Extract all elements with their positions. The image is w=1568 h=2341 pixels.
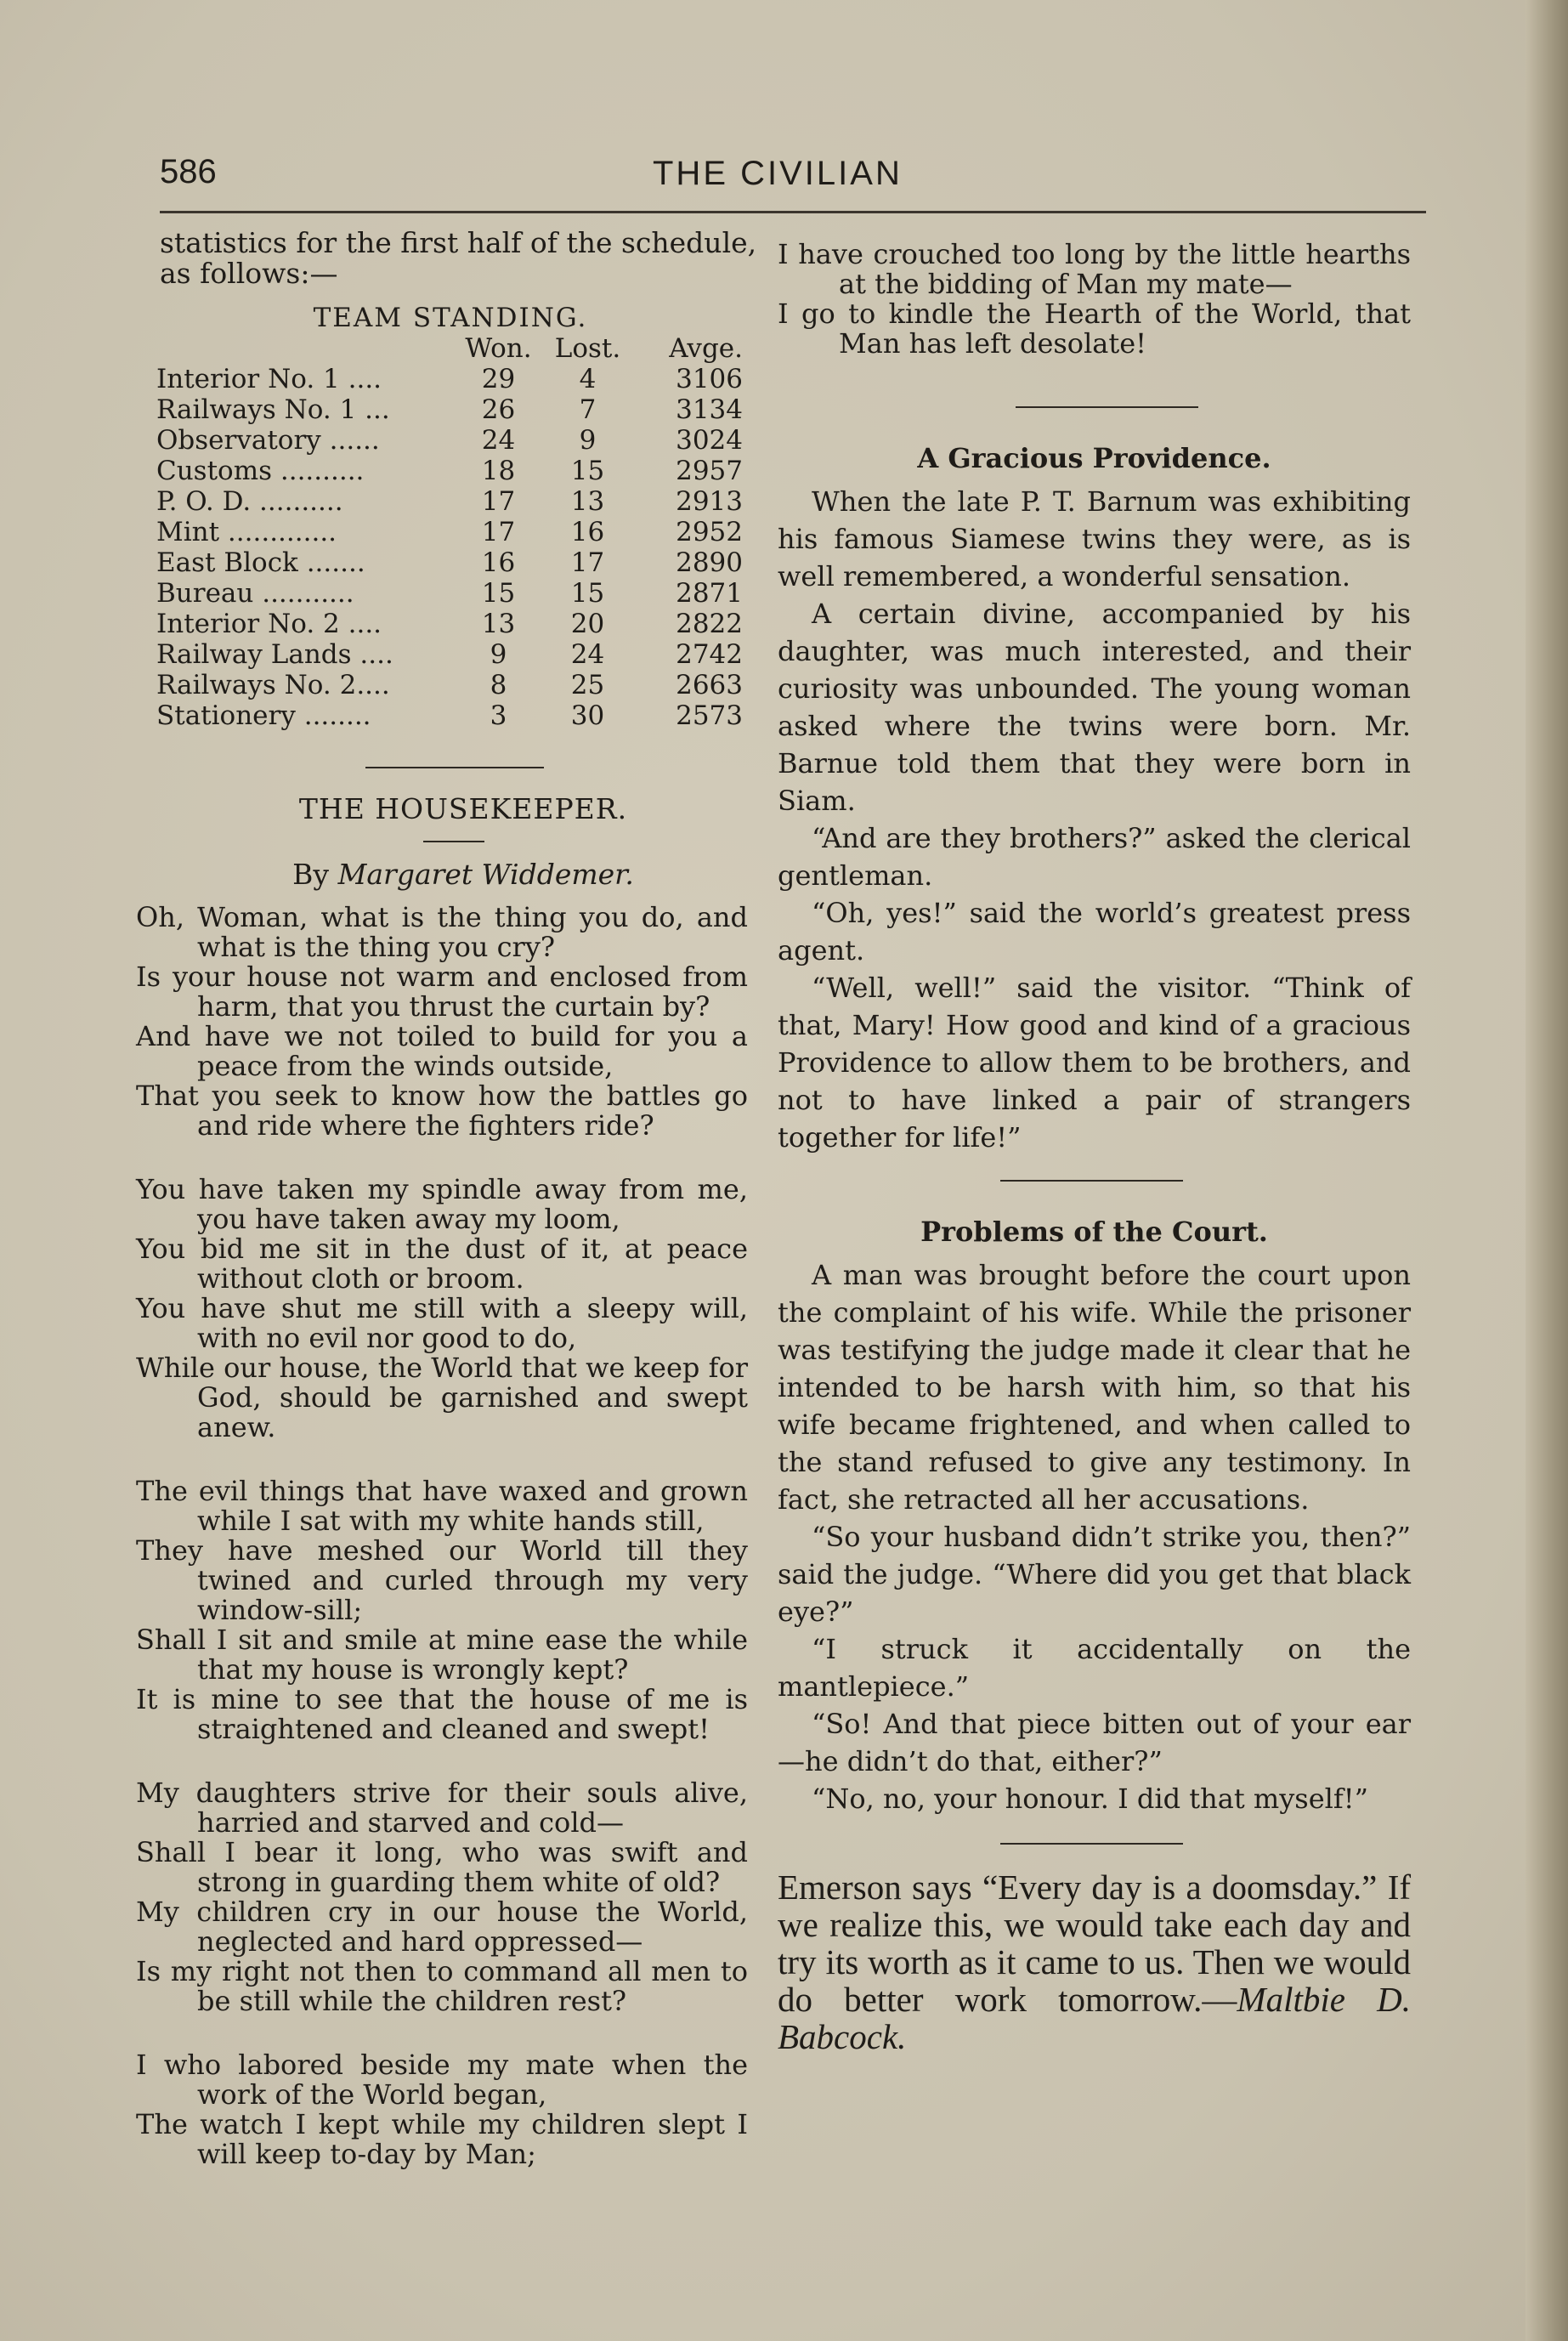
- section-divider: [365, 767, 544, 768]
- section-body-problems-court: [778, 1256, 1411, 1817]
- poem-line: It is mine to see that the house of me is straightened and cleaned and swept!: [136, 1683, 748, 1745]
- won-count: 9: [490, 639, 507, 670]
- paragraph: A man was brought before the court upon the complaint of his wife. While the prisoner was testifying the judge made it clear that he intended to be harsh with him, so that his wife became frightened, and when called to the stand refused to give any testimony. In fact, she retracted all her accusations.: [778, 1259, 1411, 1516]
- table-row: [156, 517, 743, 547]
- average-score: 2573: [676, 700, 743, 731]
- won-count: 8: [490, 670, 507, 700]
- lost-count: 25: [570, 670, 605, 700]
- team-name: Railway Lands ....: [156, 639, 393, 670]
- paragraph: “And are they brothers?” asked the clerical gentleman.: [778, 822, 1411, 892]
- won-count: 26: [481, 394, 516, 425]
- poem-line: Shall I bear it long, who was swift and strong in guarding them white of old?: [136, 1836, 748, 1898]
- team-name: Stationery ........: [156, 700, 371, 731]
- team-standing-table: [156, 333, 743, 731]
- average-score: 3024: [676, 425, 743, 456]
- lost-count: 9: [579, 425, 597, 456]
- team-name: Customs ..........: [156, 456, 365, 486]
- paragraph: “Oh, yes!” said the world’s greatest press agent.: [778, 897, 1411, 966]
- poem-line: I go to kindle the Hearth of the World, that Man has left desolate!: [778, 298, 1411, 360]
- average-score: 2822: [676, 609, 743, 639]
- won-count: 29: [481, 364, 516, 394]
- poem-line: The watch I kept while my children slept I will keep to-day by Man;: [136, 2108, 748, 2170]
- average-score: 2890: [676, 547, 743, 578]
- poem-line: Oh, Woman, what is the thing you do, and what is the thing you cry?: [136, 901, 748, 963]
- table-row: [156, 486, 743, 517]
- average-score: 2742: [676, 639, 743, 670]
- poem-byline: [161, 858, 765, 891]
- team-name: Railways No. 2....: [156, 670, 390, 700]
- poem-line: You have shut me still with a sleepy will, with no evil nor good to do,: [136, 1292, 748, 1354]
- closing-quote: [778, 1868, 1411, 2055]
- table-row: [156, 547, 743, 578]
- poem-stanza: [136, 903, 748, 1141]
- section-title-problems-court: Problems of the Court.: [920, 1216, 1268, 1248]
- poem-line: Shall I sit and smile at mine ease the while that my house is wrongly kept?: [136, 1624, 748, 1686]
- intro-line: as follows:—: [160, 257, 338, 290]
- lost-count: 15: [570, 456, 605, 486]
- lost-count: 16: [570, 517, 605, 547]
- poem-body: [136, 903, 748, 2169]
- section-divider: [1016, 406, 1198, 408]
- table-row: [156, 639, 743, 670]
- poem-line: You have taken my spindle away from me, you have taken away my loom,: [136, 1173, 748, 1235]
- average-score: 2871: [676, 578, 743, 609]
- table-row: [156, 609, 743, 639]
- table-row: [156, 394, 743, 425]
- poem-line: My children cry in our house the World, neglected and hard oppressed—: [136, 1896, 748, 1958]
- lost-count: 13: [570, 486, 605, 517]
- table-row: [156, 364, 743, 394]
- average-score: 2913: [676, 486, 743, 517]
- average-score: 3106: [676, 364, 743, 394]
- header-rule: [160, 211, 1426, 213]
- team-name: P. O. D. ..........: [156, 486, 343, 517]
- intro-line: statistics for the first half of the schedule,: [160, 226, 757, 259]
- table-row: [156, 425, 743, 456]
- page-number: 586: [160, 153, 217, 190]
- paragraph: “So! And that piece bitten out of your ear—he didn’t do that, either?”: [778, 1708, 1411, 1777]
- poem-line: Is your house not warm and enclosed from harm, that you thrust the curtain by?: [136, 961, 748, 1023]
- paragraph: “Well, well!” said the visitor. “Think of that, Mary! How good and kind of a gracious Providence to allow them to be brothers, and not to have linked a pair of strangers together for life!”: [778, 972, 1411, 1153]
- header-lost: Lost.: [554, 333, 621, 364]
- lost-count: 7: [579, 394, 597, 425]
- team-name: Bureau ...........: [156, 578, 354, 609]
- lost-count: 15: [570, 578, 605, 609]
- table-row: [156, 456, 743, 486]
- poem-stanza: [136, 2050, 748, 2169]
- table-row: [156, 670, 743, 700]
- lost-count: 30: [570, 700, 605, 731]
- won-count: 13: [481, 609, 516, 639]
- lost-count: 24: [570, 639, 605, 670]
- intro-text: [160, 228, 765, 289]
- team-name: Observatory ......: [156, 425, 380, 456]
- section-divider: [1000, 1180, 1183, 1182]
- won-count: 17: [481, 486, 516, 517]
- won-count: 3: [490, 700, 507, 731]
- poem-line: You bid me sit in the dust of it, at peace without cloth or broom.: [136, 1233, 748, 1295]
- lost-count: 17: [570, 547, 605, 578]
- won-count: 24: [481, 425, 516, 456]
- section-title-gracious-providence: A Gracious Providence.: [917, 442, 1271, 474]
- won-count: 18: [481, 456, 516, 486]
- section-body-gracious-providence: [778, 483, 1411, 1156]
- team-name: Interior No. 1 ....: [156, 364, 382, 394]
- right-column: [778, 240, 1411, 2055]
- header-won: Won.: [465, 333, 532, 364]
- average-score: 2952: [676, 517, 743, 547]
- table-row: [156, 700, 743, 731]
- poem-title: THE HOUSEKEEPER.: [298, 792, 628, 825]
- won-count: 15: [481, 578, 516, 609]
- won-count: 16: [481, 547, 516, 578]
- poem-line: My daughters strive for their souls alive, harried and starved and cold—: [136, 1777, 748, 1839]
- left-column: [136, 228, 765, 2169]
- paragraph: “So your husband didn’t strike you, then?” said the judge. “Where did you get that black eye?”: [778, 1521, 1411, 1628]
- poem-line: I have crouched too long by the little hearths at the bidding of Man my mate—: [778, 238, 1411, 300]
- poem-line: And have we not toiled to build for you a peace from the winds outside,: [136, 1020, 748, 1082]
- poem-line: I who labored beside my mate when the work of the World began,: [136, 2049, 748, 2111]
- book-spine-shadow: [1526, 0, 1568, 2341]
- average-score: 3134: [676, 394, 743, 425]
- poem-line: While our house, the World that we keep for God, should be garnished and swept anew.: [136, 1352, 748, 1443]
- header-team: [156, 333, 454, 364]
- won-count: 17: [481, 517, 516, 547]
- quote-text: Emerson says “Every day is a doomsday.” If we realize this, we would take each day and try its worth as it came to us. Then we would do better work tomorrow.—: [778, 1868, 1411, 2019]
- table-header-row: [156, 333, 743, 364]
- title-rule: [423, 841, 484, 842]
- lost-count: 4: [579, 364, 597, 394]
- team-standing-title: TEAM STANDING.: [313, 303, 588, 333]
- paragraph: “I struck it accidentally on the mantlepiece.”: [778, 1633, 1411, 1703]
- team-name: Railways No. 1 ...: [156, 394, 390, 425]
- team-name: Mint .............: [156, 517, 337, 547]
- poem-stanza: [136, 1778, 748, 2016]
- team-name: East Block .......: [156, 547, 365, 578]
- poem-stanza: [136, 1175, 748, 1443]
- poem-author: Margaret Widdemer.: [337, 858, 634, 891]
- poem-line: The evil things that have waxed and grown while I sat with my white hands still,: [136, 1475, 748, 1537]
- average-score: 2663: [676, 670, 743, 700]
- team-name: Interior No. 2 ....: [156, 609, 382, 639]
- poem-line: They have meshed our World till they twined and curled through my very window-sill;: [136, 1534, 748, 1626]
- poem-continuation: [778, 240, 1411, 359]
- lost-count: 20: [570, 609, 605, 639]
- header-avg: Avge.: [669, 333, 743, 364]
- table-row: [156, 578, 743, 609]
- poem-stanza: [136, 1477, 748, 1744]
- quote-author: Maltbie D. Babcock.: [778, 1980, 1411, 2056]
- paragraph: When the late P. T. Barnum was exhibiting his famous Siamese twins they were, as is well remembered, a wonderful sensation.: [778, 485, 1411, 592]
- byline-prefix: By: [292, 858, 330, 891]
- journal-title: THE CIVILIAN: [653, 155, 903, 192]
- paragraph: A certain divine, accompanied by his daughter, was much interested, and their curiosity was unbounded. The young woman asked where the twins were born. Mr. Barnue told them that they were born in Siam.: [778, 598, 1411, 817]
- poem-line: That you seek to know how the battles go and ride where the fighters ride?: [136, 1080, 748, 1142]
- poem-line: Is my right not then to command all men to be still while the children rest?: [136, 1955, 748, 2017]
- page-header: [160, 153, 1426, 201]
- average-score: 2957: [676, 456, 743, 486]
- paragraph: “No, no, your honour. I did that myself!”: [812, 1783, 1368, 1815]
- section-divider: [1000, 1843, 1183, 1845]
